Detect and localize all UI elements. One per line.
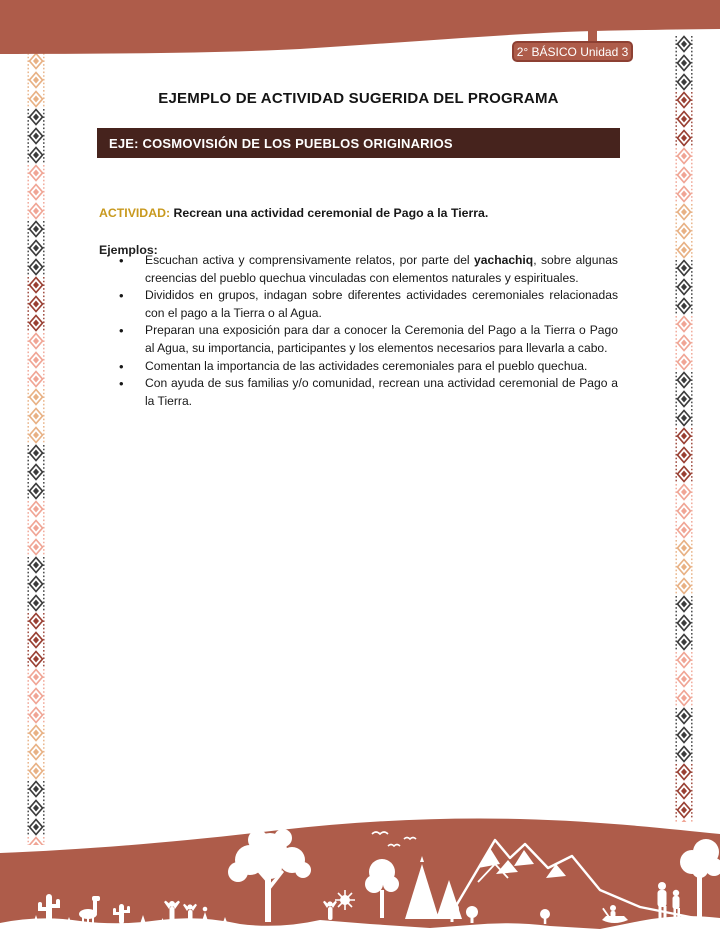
bullet-text: Preparan una exposición para dar a conocer la Ceremonia del Pago a la Tierra o Pago al Agua, su importancia, participantes y los elementos necesarios para llevarla a cabo. [145,323,618,355]
examples-label: Ejemplos: [99,243,158,257]
right-textile-border [674,35,694,822]
eje-header-label: EJE: COSMOVISIÓN DE LOS PUEBLOS ORIGINARIOS [109,135,453,151]
list-item [145,358,618,376]
sun-icon [335,890,355,910]
bullet-text: Divididos en grupos, indagan sobre diferentes actividades ceremoniales relacionadas con el pago a la Tierra o al Agua. [145,288,618,320]
activity-label: ACTIVIDAD: [99,206,171,220]
unit-badge: 2° BÁSICO Unidad 3 [512,41,633,62]
left-textile-border [26,52,46,845]
eje-header-bar [97,128,620,158]
bullet-text: Comentan la importancia de las actividades ceremoniales para el pueblo quechua. [145,358,588,373]
list-item [145,322,618,357]
list-item [145,287,618,322]
bullet-text: Con ayuda de sus familias y/o comunidad, recrean una actividad ceremonial de Pago a la Tierra. [145,376,618,408]
examples-list [99,252,618,410]
activity-text: Recrean una actividad ceremonial de Pago a la Tierra. [173,206,489,220]
bullet-text: Escuchan activa y comprensivamente relatos, por parte del [145,253,475,267]
list-item [145,252,618,287]
page-title: EJEMPLO DE ACTIVIDAD SUGERIDA DEL PROGRAMA [158,90,559,107]
bullet-text: , sobre algunas creencias del pueblo quechua vinculadas con elementos naturales y espirituales. [145,253,618,285]
bullet-bold-term: yachachiq [474,253,534,267]
list-item [145,375,618,410]
activity-line [99,206,618,220]
bottom-banner-illustration [0,812,720,932]
